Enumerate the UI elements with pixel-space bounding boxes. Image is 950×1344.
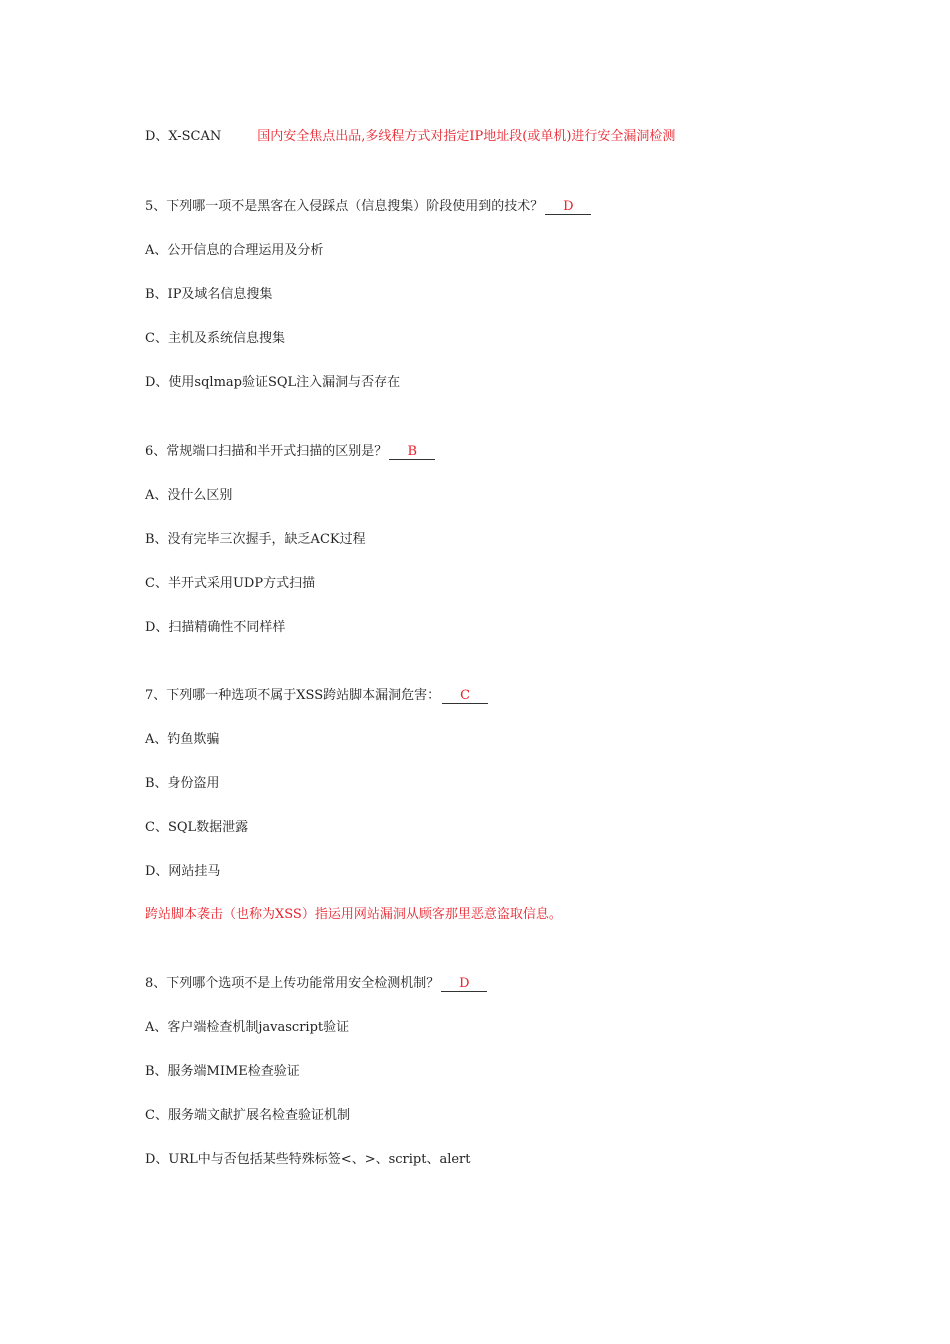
q5-option-c: C、主机及系统信息搜集 [145,331,285,346]
q8-answer-blank [441,976,487,992]
q6-answer-blank [389,444,435,460]
q8-option-c: C、服务端文献扩展名检查验证机制 [145,1108,350,1123]
q6-question-row [145,443,435,461]
q7-note: 跨站脚本袭击（也称为XSS）指运用网站漏洞从顾客那里恶意盗取信息。 [145,907,562,922]
q7-option-d: D、网站挂马 [145,864,221,879]
q5-option-a: A、公开信息的合理运用及分析 [145,243,324,258]
q6-answer: B [407,444,418,459]
q6-option-c: C、半开式采用UDP方式扫描 [145,576,316,591]
q4-note: 国内安全焦点出品,多线程方式对指定IP地址段(或单机)进行安全漏洞检测 [257,129,676,144]
q7-question: 7、下列哪一种选项不属于XSS跨站脚本漏洞危害： [145,688,441,703]
q5-option-d: D、使用sqlmap验证SQL注入漏洞与否存在 [145,375,401,390]
q5-answer-blank [545,199,591,215]
q5-option-b: B、IP及域名信息搜集 [145,287,273,302]
q5-answer: D [563,199,574,214]
q8-question: 8、下列哪个选项不是上传功能常用安全检测机制？ [145,976,440,991]
q7-answer: C [460,688,471,703]
q7-option-b: B、身份盗用 [145,776,220,791]
q5-question-row [145,198,591,216]
q6-question: 6、常规端口扫描和半开式扫描的区别是？ [145,444,388,459]
q6-option-b: B、没有完毕三次握手，缺乏ACK过程 [145,532,366,547]
q8-option-b: B、服务端MIME检查验证 [145,1064,300,1079]
q6-option-a: A、没什么区别 [145,488,233,503]
q7-option-a: A、钓鱼欺骗 [145,732,220,747]
q5-question: 5、下列哪一项不是黑客在入侵踩点（信息搜集）阶段使用到的技术？ [145,199,544,214]
q4-option-d-row [145,128,675,146]
q7-option-c: C、SQL数据泄露 [145,820,249,835]
q8-option-a: A、客户端检查机制javascript验证 [145,1020,350,1035]
q7-answer-blank [442,688,488,704]
q8-answer: D [459,976,470,991]
q6-option-d: D、扫描精确性不同样样 [145,620,286,635]
q8-question-row [145,975,487,993]
q7-question-row [145,687,488,705]
q8-option-d: D、URL中与否包括某些特殊标签<、>、script、alert [145,1152,471,1167]
q4-option-d: D、X-SCAN [145,129,222,144]
